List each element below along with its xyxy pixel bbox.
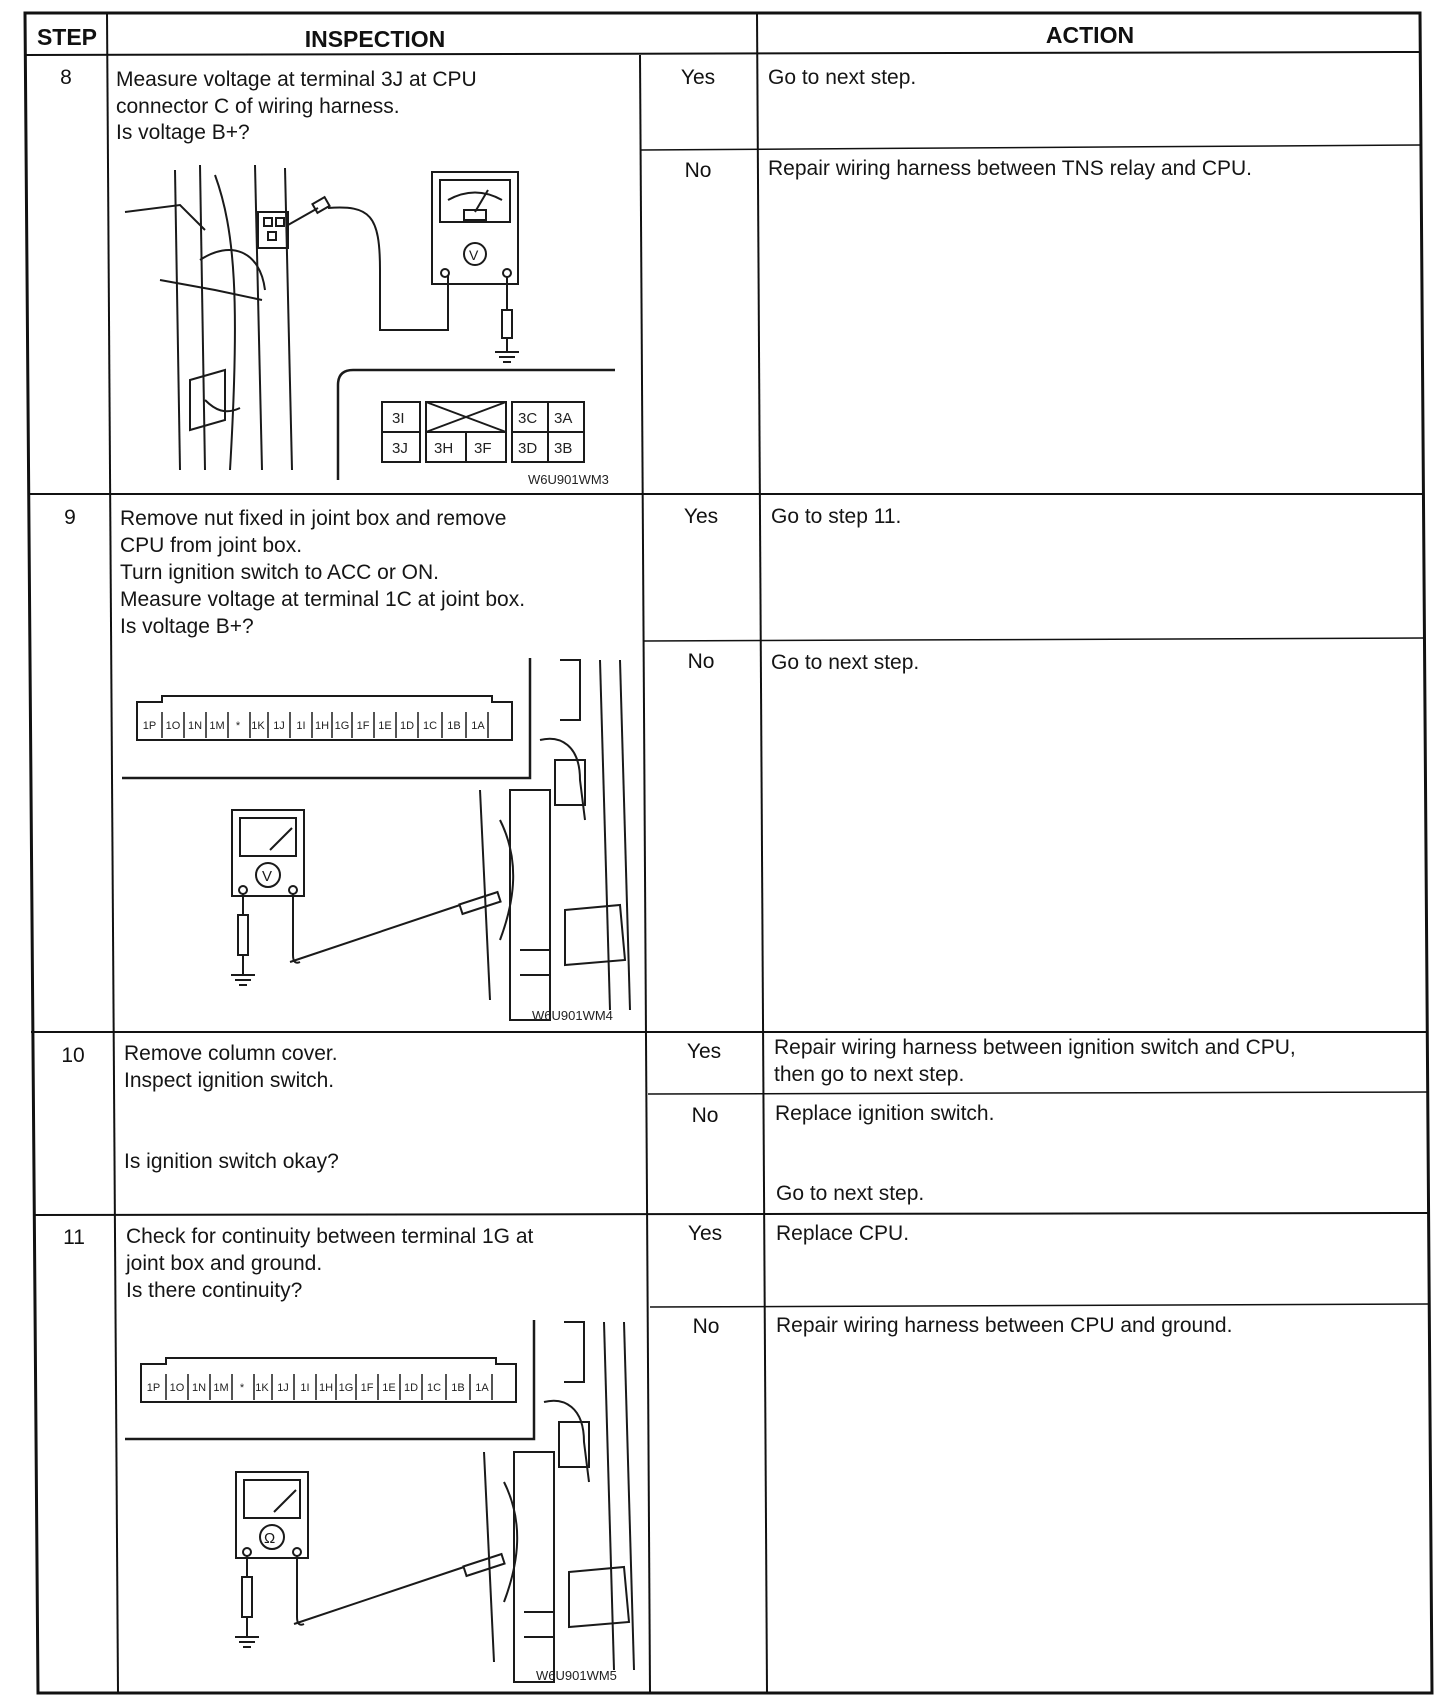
- inspection-line: Is voltage B+?: [120, 615, 254, 638]
- no-label: No: [691, 1104, 719, 1127]
- terminal-label: 1B: [451, 1382, 465, 1394]
- terminal-label: 1D: [403, 1382, 419, 1394]
- inspection-line: Remove nut fixed in joint box and remove: [120, 507, 507, 530]
- terminal-label: 1D: [399, 720, 415, 732]
- terminal-label: 1J: [277, 1382, 289, 1394]
- step-number: 9: [64, 506, 76, 529]
- step-number: 10: [61, 1044, 85, 1067]
- joint-box-connector: [141, 1374, 516, 1402]
- terminal-label: *: [239, 1382, 245, 1394]
- terminal-label: 1I: [300, 1382, 310, 1394]
- figure-code: W6U901WM4: [532, 1008, 613, 1023]
- terminal-label: 1H: [314, 720, 330, 732]
- svg-text:Ω: Ω: [264, 1530, 276, 1547]
- terminal-label: 1C: [426, 1382, 442, 1394]
- terminal-label: 1B: [447, 720, 461, 732]
- yes-label: Yes: [687, 1222, 723, 1245]
- inspection-question: Is ignition switch okay?: [124, 1150, 339, 1173]
- terminal-label: 1K: [251, 720, 265, 732]
- inspection-line: Measure voltage at terminal 3J at CPU: [116, 68, 477, 91]
- yes-label: Yes: [680, 66, 716, 89]
- yes-action: Replace CPU.: [776, 1222, 910, 1245]
- terminal-label: 3B: [554, 440, 573, 457]
- inspection-line: CPU from joint box.: [120, 534, 303, 557]
- svg-text:V: V: [262, 868, 273, 885]
- terminal-label: 3F: [474, 440, 492, 457]
- header-action: ACTION: [1045, 22, 1135, 48]
- terminal-label: 1E: [382, 1382, 396, 1394]
- terminal-label: 1F: [360, 1382, 374, 1394]
- svg-text:V: V: [469, 247, 479, 263]
- terminal-label: 1J: [273, 720, 285, 732]
- inspection-line: Is there continuity?: [126, 1279, 303, 1302]
- inspection-line: Inspect ignition switch.: [124, 1069, 335, 1092]
- yes-action: Go to next step.: [768, 66, 917, 89]
- no-label: No: [687, 650, 715, 673]
- terminal-label: 3I: [392, 410, 405, 427]
- terminal-label: 3A: [554, 410, 573, 427]
- terminal-label: 3D: [518, 440, 538, 457]
- terminal-label: 1M: [213, 1382, 229, 1394]
- no-action: Replace ignition switch.: [775, 1102, 995, 1125]
- terminal-label: 3H: [434, 440, 454, 457]
- inspection-line: Turn ignition switch to ACC or ON.: [120, 561, 439, 584]
- figure-code: W6U901WM3: [528, 472, 609, 487]
- no-label: No: [684, 159, 712, 182]
- no-action: Repair wiring harness between TNS relay and CPU.: [768, 157, 1253, 180]
- no-action: Repair wiring harness between CPU and ground.: [776, 1314, 1233, 1337]
- terminal-label: 3J: [392, 440, 408, 457]
- no-label: No: [692, 1315, 720, 1338]
- terminal-label: *: [235, 720, 241, 732]
- yes-action: Go to step 11.: [771, 505, 902, 528]
- header-step: STEP: [36, 24, 98, 50]
- terminal-label: 1A: [475, 1382, 489, 1394]
- yes-label: Yes: [686, 1040, 722, 1063]
- terminal-label: 1M: [209, 720, 225, 732]
- terminal-label: 1I: [296, 720, 306, 732]
- terminal-label: 1G: [338, 1382, 354, 1394]
- terminal-label: 1G: [334, 720, 350, 732]
- terminal-label: 3C: [518, 410, 538, 427]
- step-number: 8: [60, 66, 72, 89]
- yes-label: Yes: [683, 505, 719, 528]
- terminal-label: 1F: [356, 720, 370, 732]
- no-action: Go to next step.: [776, 1182, 925, 1205]
- inspection-line: connector C of wiring harness.: [116, 95, 400, 118]
- inspection-line: Check for continuity between terminal 1G at: [126, 1225, 534, 1248]
- terminal-label: 1O: [169, 1382, 185, 1394]
- terminal-label: 1P: [142, 720, 157, 732]
- terminal-label: 1P: [146, 1382, 161, 1394]
- terminal-label: 1C: [422, 720, 438, 732]
- inspection-line: joint box and ground.: [126, 1252, 323, 1275]
- inspection-line: Remove column cover.: [124, 1042, 338, 1065]
- header-inspection: INSPECTION: [304, 26, 446, 52]
- yes-action: then go to next step.: [774, 1063, 965, 1086]
- figure-code: W6U901WM5: [536, 1668, 617, 1683]
- inspection-line: Is voltage B+?: [116, 121, 250, 144]
- terminal-label: 1K: [255, 1382, 269, 1394]
- inspection-line: Measure voltage at terminal 1C at joint box.: [120, 588, 526, 611]
- terminal-label: 1H: [318, 1382, 334, 1394]
- no-action: Go to next step.: [771, 651, 920, 674]
- terminal-label: 1O: [165, 720, 181, 732]
- terminal-label: 1N: [187, 720, 203, 732]
- terminal-label: 1E: [378, 720, 392, 732]
- terminal-label: 1A: [471, 720, 485, 732]
- yes-action: Repair wiring harness between ignition switch and CPU,: [774, 1036, 1296, 1059]
- step-number: 11: [63, 1226, 85, 1249]
- terminal-label: 1N: [191, 1382, 207, 1394]
